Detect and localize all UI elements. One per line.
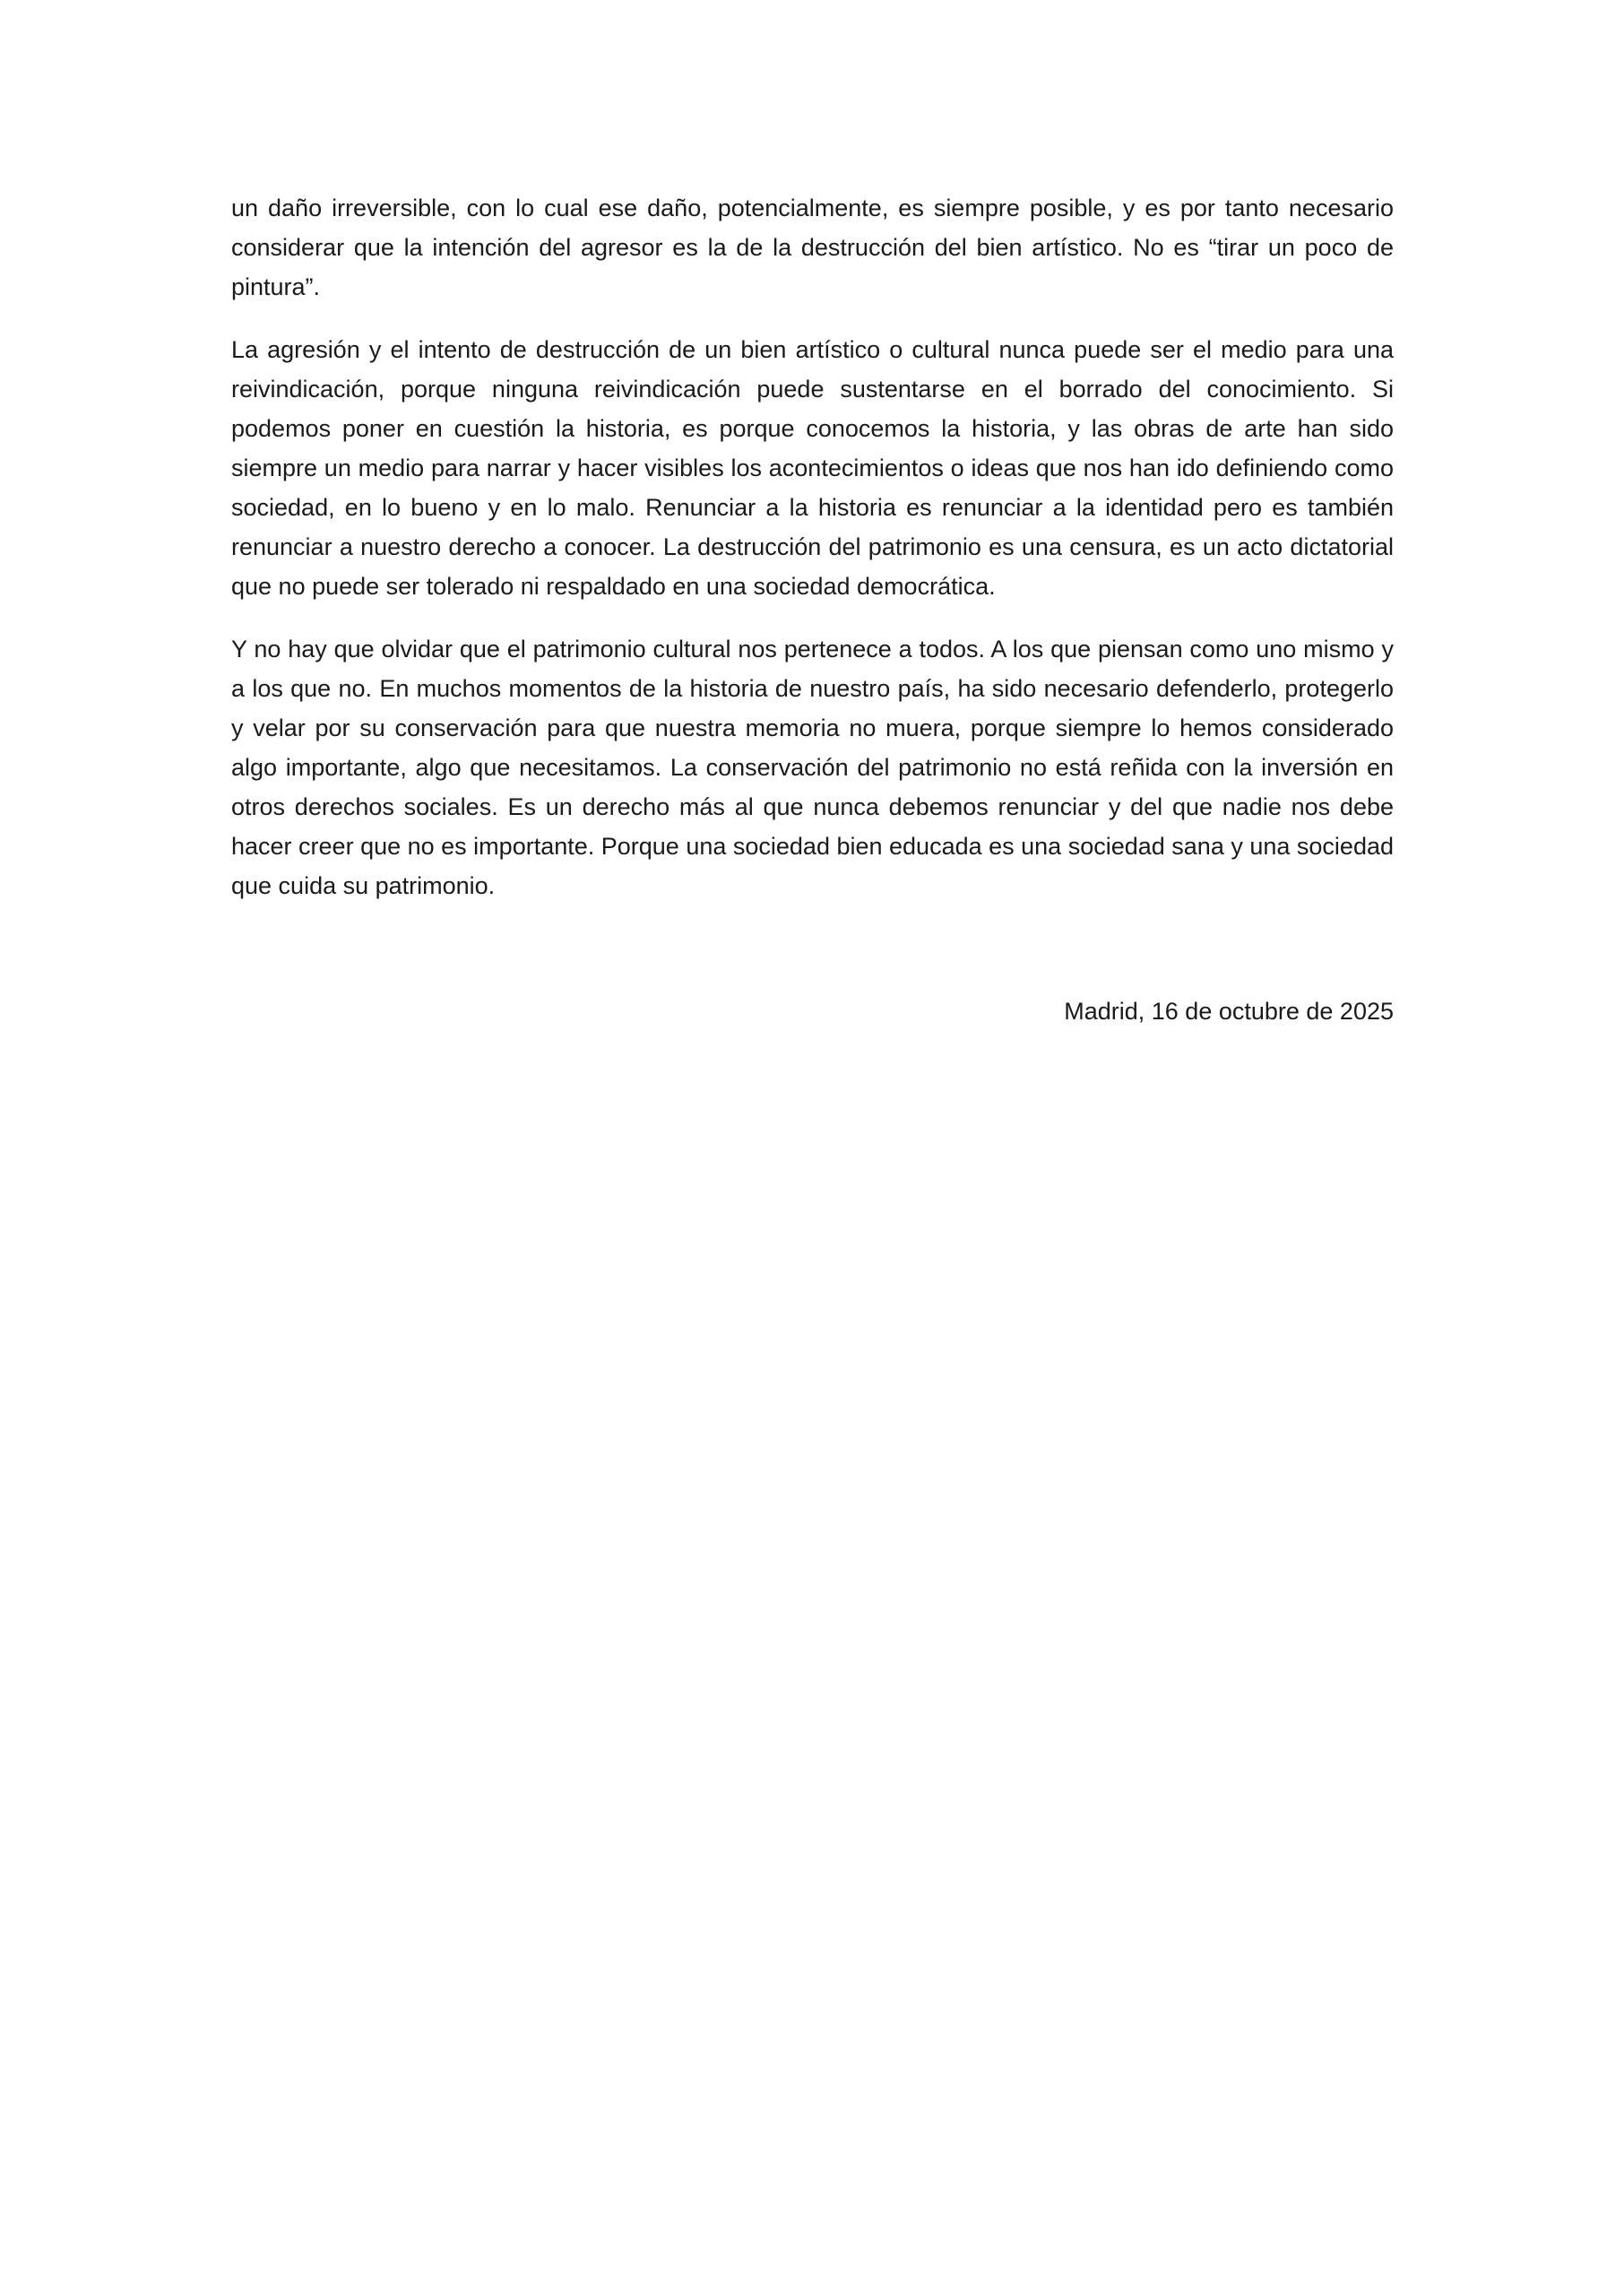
dateline: Madrid, 16 de octubre de 2025 — [1064, 998, 1394, 1025]
body-paragraph-3: Y no hay que olvidar que el patrimonio cultural nos pertenece a todos. A los que piensan como uno mismo y a los que no. En muchos momentos de la historia de nuestro país, ha sido necesario defenderlo, protegerlo y velar por su conservación para que nuestra memoria no muera, porque siempre lo hemos considerado algo importante, algo que necesitamos. La conservación del patrimonio no está reñida con la inversión en otros derechos sociales. Es un derecho más al que nunca debemos renunciar y del que nadie nos debe hacer creer que no es importante. Porque una sociedad bien educada es una sociedad sana y una sociedad que cuida su patrimonio. — [231, 636, 1394, 899]
body-paragraph-2: La agresión y el intento de destrucción de un bien artístico o cultural nunca puede ser el medio para una reivindicación, porque ninguna reivindicación puede sustentarse en el borrado del conocimiento. Si podemos poner en cuestión la historia, es porque conocemos la historia, y las obras de arte han sido siempre un medio para narrar y hacer visibles los acontecimientos o ideas que nos han ido definiendo como sociedad, en lo bueno y en lo malo. Renunciar a la historia es renunciar a la identidad pero es también renunciar a nuestro derecho a conocer. La destrucción del patrimonio es una censura, es un acto dictatorial que no puede ser tolerado ni respaldado en una sociedad democrática. — [231, 336, 1394, 600]
body-paragraph-1: un daño irreversible, con lo cual ese daño, potencialmente, es siempre posible, y es por tanto necesario considerar que la intención del agresor es la de la destrucción del bien artístico. No es “tirar un poco de pintura”. — [231, 195, 1394, 300]
